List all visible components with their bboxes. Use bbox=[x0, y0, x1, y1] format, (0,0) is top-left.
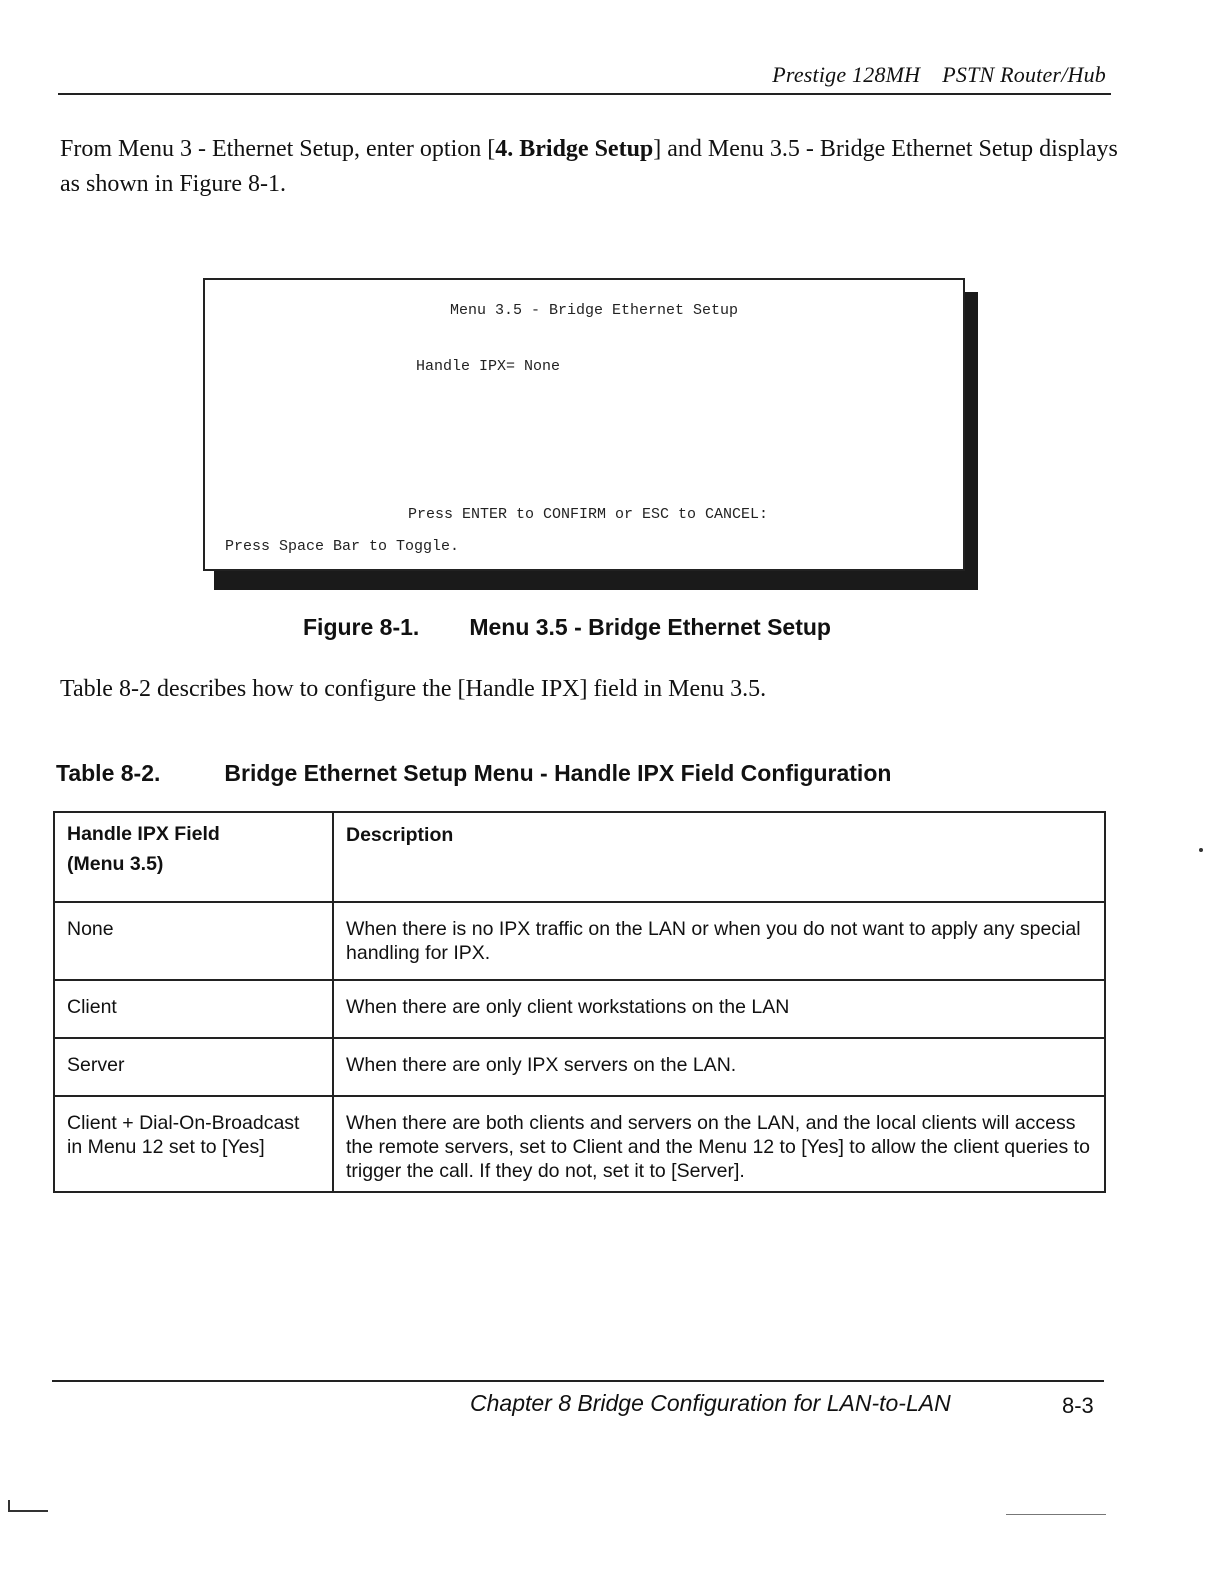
header-rule bbox=[58, 93, 1111, 95]
intro-paragraph bbox=[60, 132, 1130, 202]
table-header-row bbox=[54, 812, 1105, 902]
handle-ipx-table bbox=[53, 811, 1106, 1193]
cell-description: When there are only client workstations on the LAN bbox=[333, 980, 1105, 1038]
header-product: Prestige 128MH bbox=[772, 62, 921, 87]
cell-field: Client bbox=[54, 980, 333, 1038]
header-description: Description bbox=[333, 812, 1105, 902]
table-caption bbox=[56, 760, 891, 787]
scan-mark-left-base bbox=[8, 1510, 48, 1512]
table-title: Bridge Ethernet Setup Menu - Handle IPX Field Configuration bbox=[224, 760, 892, 786]
header-field-line2: (Menu 3.5) bbox=[67, 853, 164, 875]
cell-description: When there are both clients and servers on the LAN, and the local clients will access the remote servers, set to Client and the Menu 12 to [Yes] to allow the client queries to trigger the call. If they do not, set it to [Server]. bbox=[333, 1096, 1105, 1192]
cell-field: Client + Dial-On-Broadcast in Menu 12 set to [Yes] bbox=[54, 1096, 333, 1192]
terminal-field-value: None bbox=[524, 358, 561, 375]
figure-title: Menu 3.5 - Bridge Ethernet Setup bbox=[469, 614, 831, 640]
table-row bbox=[54, 980, 1105, 1038]
page-number: 8-3 bbox=[1062, 1393, 1094, 1418]
table-row bbox=[54, 1096, 1105, 1192]
intro-text-after: ] and Menu 3.5 - Bridge Ethernet Setup displays as shown in Figure 8-1. bbox=[60, 136, 1118, 197]
table-row bbox=[54, 1038, 1105, 1096]
cell-description: When there are only IPX servers on the LAN. bbox=[333, 1038, 1105, 1096]
cell-description: When there is no IPX traffic on the LAN or when you do not want to apply any special handling for IPX. bbox=[333, 902, 1105, 980]
scan-mark-right bbox=[1006, 1514, 1106, 1515]
terminal-handle-ipx-field bbox=[416, 358, 560, 375]
header-product-type: PSTN Router/Hub bbox=[942, 62, 1106, 87]
figure-caption bbox=[303, 614, 831, 641]
table-intro-paragraph: Table 8-2 describes how to configure the [Handle IPX] field in Menu 3.5. bbox=[60, 676, 767, 702]
running-header bbox=[600, 62, 1106, 88]
terminal-title: Menu 3.5 - Bridge Ethernet Setup bbox=[450, 302, 739, 319]
cell-field: None bbox=[54, 902, 333, 980]
header-field-line1: Handle IPX Field bbox=[67, 823, 220, 845]
table-row bbox=[54, 902, 1105, 980]
cell-field: Server bbox=[54, 1038, 333, 1096]
terminal-shadow-bottom bbox=[214, 571, 978, 590]
figure-number: Figure 8-1. bbox=[303, 614, 420, 640]
terminal-toggle-hint: Press Space Bar to Toggle. bbox=[225, 538, 460, 555]
table-number: Table 8-2. bbox=[56, 760, 161, 786]
terminal-screen bbox=[203, 278, 965, 571]
footer-rule bbox=[52, 1380, 1104, 1382]
terminal-field-label: Handle IPX= bbox=[416, 358, 516, 375]
intro-option: 4. Bridge Setup bbox=[495, 136, 654, 162]
header-field bbox=[54, 812, 333, 902]
scan-mark-dot bbox=[1199, 848, 1203, 852]
intro-text-before: From Menu 3 - Ethernet Setup, enter option [ bbox=[60, 136, 496, 162]
footer-chapter: Chapter 8 Bridge Configuration for LAN-to-LAN bbox=[470, 1390, 951, 1416]
terminal-confirm-prompt: Press ENTER to CONFIRM or ESC to CANCEL: bbox=[408, 506, 769, 523]
terminal-shadow-right bbox=[965, 292, 978, 590]
